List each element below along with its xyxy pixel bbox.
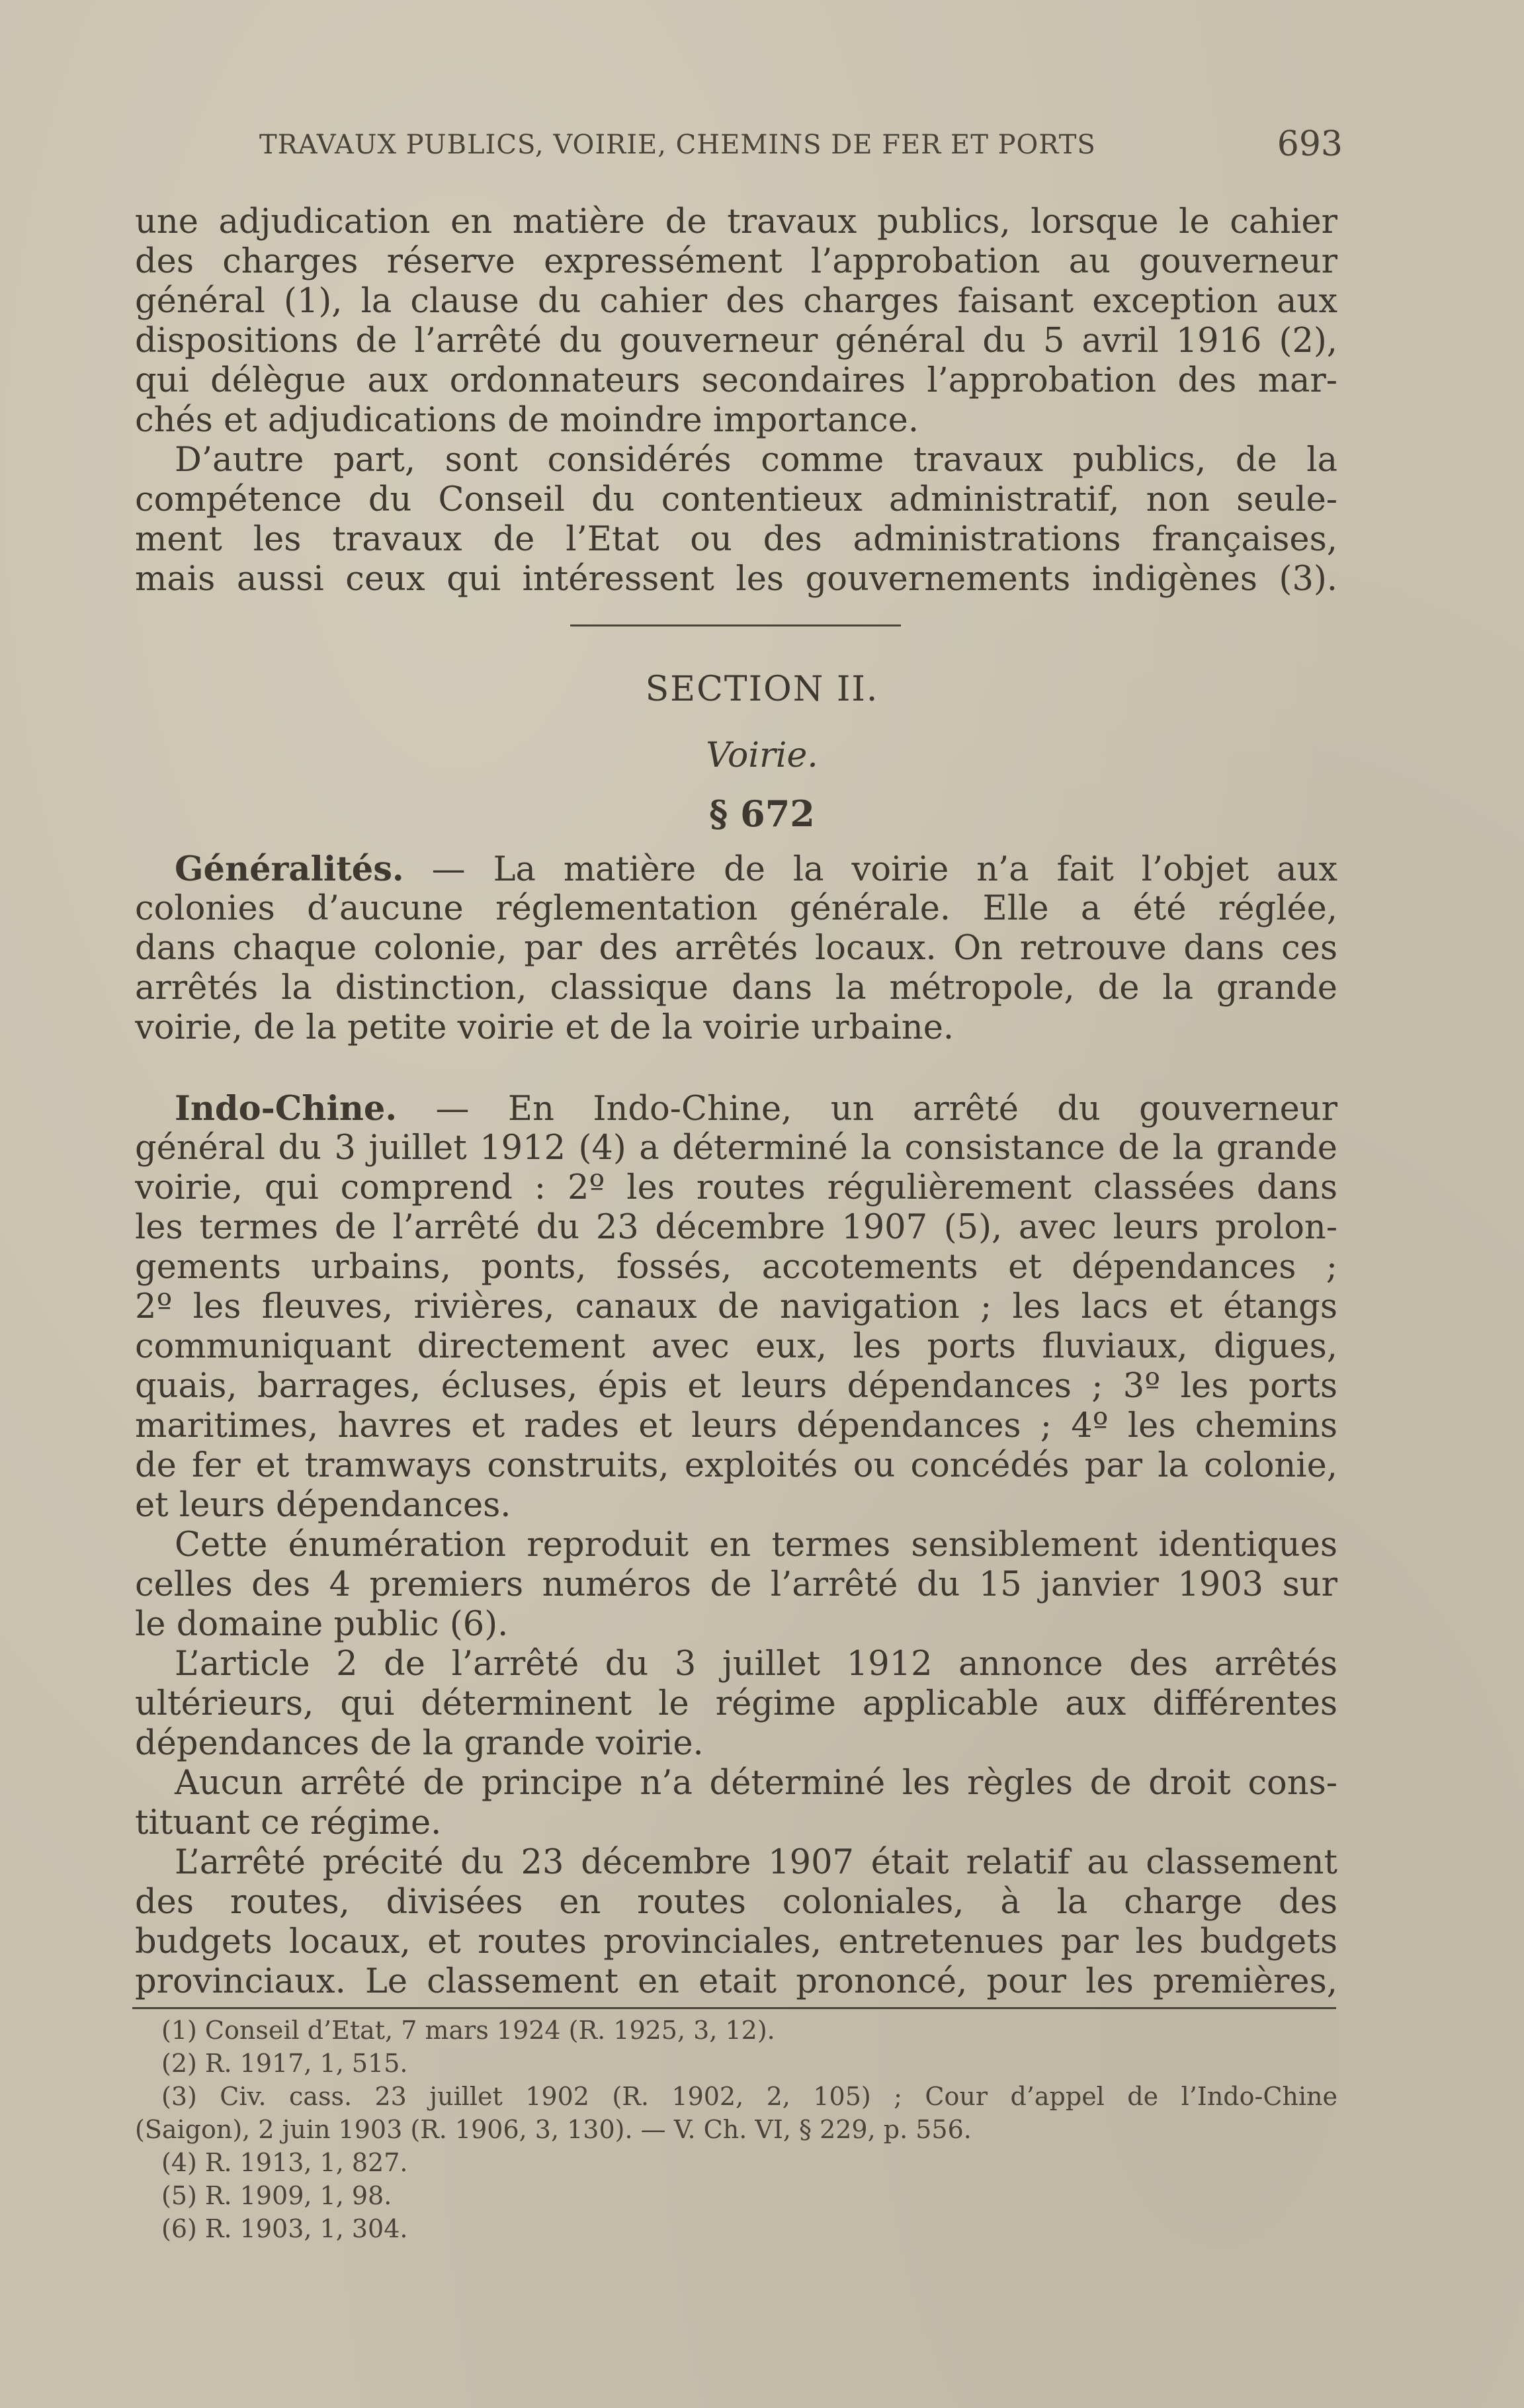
footnote: (3) Civ. cass. 23 juillet 1902 (R. 1902, 2, 105) ; Cour d’appel de l’Indo-Chine: [161, 2082, 1337, 2111]
footnotes: [135, 2014, 1337, 2245]
generalites-heading: Généralités.: [175, 849, 404, 889]
text-line: dispositions de l’arrêté du gouverneur général du 5 avril 1916 (2),: [135, 322, 1337, 361]
indochine-heading: Indo-Chine.: [175, 1089, 398, 1129]
text-line: voirie, de la petite voirie et de la voirie urbaine.: [135, 1008, 954, 1047]
text-line: dans chaque colonie, par des arrêtés locaux. On retrouve dans ces: [135, 929, 1337, 968]
text-line: gements urbains, ponts, fossés, accotements et dépendances ;: [135, 1248, 1337, 1287]
text-line: ment les travaux de l’Etat ou des administrations françaises,: [135, 520, 1337, 559]
text-line: arrêtés la distinction, classique dans la métropole, de la grande: [135, 968, 1337, 1008]
text-line: Cette énumération reproduit en termes sensiblement identiques: [175, 1526, 1337, 1565]
text-line: [135, 1089, 1337, 1129]
text-line: une adjudication en matière de travaux publics, lorsque le cahier: [135, 202, 1337, 241]
classement-paragraph: [135, 1843, 1337, 2002]
footnote: (6) R. 1903, 1, 304.: [161, 2214, 408, 2243]
intro-paragraph-1: [135, 202, 1337, 441]
indochine-first-line: — En Indo-Chine, un arrêté du gouverneur: [397, 1090, 1337, 1129]
text-line: dépendances de la grande voirie.: [135, 1724, 704, 1763]
text-line: qui délègue aux ordonnateurs secondaires l’approbation des mar-: [135, 361, 1337, 400]
text-line: maritimes, havres et rades et leurs dépendances ; 4º les chemins: [135, 1406, 1337, 1445]
text-line: ultérieurs, qui déterminent le régime applicable aux différentes: [135, 1684, 1337, 1723]
text-line: Aucun arrêté de principe n’a déterminé les règles de droit cons-: [175, 1764, 1337, 1803]
intro-paragraph-2: [135, 441, 1337, 599]
text-line: tituant ce régime.: [135, 1803, 442, 1842]
article-paragraph: [135, 1645, 1337, 1764]
text-line: le domaine public (6).: [135, 1605, 509, 1644]
text-line: les termes de l’arrêté du 23 décembre 1907 (5), avec leurs prolon-: [135, 1208, 1337, 1247]
footnote: (Saigon), 2 juin 1903 (R. 1906, 3, 130). — V. Ch. VI, § 229, p. 556.: [135, 2115, 972, 2144]
text-line: [135, 849, 1337, 889]
text-line: chés et adjudications de moindre importance.: [135, 401, 919, 440]
text-line: L’arrêté précité du 23 décembre 1907 était relatif au classement: [175, 1843, 1337, 1882]
indochine-paragraph: [135, 1089, 1337, 1526]
text-line: colonies d’aucune réglementation générale. Elle a été réglée,: [135, 889, 1337, 928]
text-line: D’autre part, sont considérés comme travaux publics, de la: [175, 441, 1337, 480]
footnote: (5) R. 1909, 1, 98.: [161, 2181, 392, 2210]
footnote: (1) Conseil d’Etat, 7 mars 1924 (R. 1925, 3, 12).: [161, 2016, 775, 2045]
generalites-paragraph: [135, 849, 1337, 1048]
text-line: général (1), la clause du cahier des charges faisant exception aux: [135, 282, 1337, 321]
page-number: 693: [1277, 124, 1343, 164]
text-line: mais aussi ceux qui intéressent les gouvernements indigènes (3).: [135, 560, 1337, 599]
text-line: L’article 2 de l’arrêté du 3 juillet 1912 annonce des arrêtés: [175, 1645, 1337, 1684]
section-divider: [570, 624, 901, 626]
text-line: de fer et tramways construits, exploités ou concédés par la colonie,: [135, 1446, 1337, 1485]
text-line: provinciaux. Le classement en etait prononcé, pour les premières,: [135, 1962, 1337, 2001]
section-title: SECTION II.: [645, 669, 879, 709]
footnote: (2) R. 1917, 1, 515.: [161, 2049, 408, 2078]
text-line: budgets locaux, et routes provinciales, entretenues par les budgets: [135, 1922, 1337, 1961]
text-line: quais, barrages, écluses, épis et leurs dépendances ; 3º les ports: [135, 1367, 1337, 1406]
text-line: général du 3 juillet 1912 (4) a déterminé la consistance de la grande: [135, 1129, 1337, 1168]
text-line: communiquant directement avec eux, les ports fluviaux, digues,: [135, 1327, 1337, 1366]
principle-paragraph: [135, 1764, 1337, 1843]
text-line: et leurs dépendances.: [135, 1486, 511, 1525]
footnote: (4) R. 1913, 1, 827.: [161, 2148, 408, 2177]
text-line: compétence du Conseil du contentieux administratif, non seule-: [135, 480, 1337, 519]
footnote-divider: [132, 2007, 1336, 2009]
enumeration-paragraph: [135, 1526, 1337, 1645]
text-line: des routes, divisées en routes coloniales, à la charge des: [135, 1883, 1337, 1922]
text-line: voirie, qui comprend : 2º les routes régulièrement classées dans: [135, 1168, 1337, 1207]
paragraph-number: § 672: [709, 793, 815, 835]
generalites-first-line: — La matière de la voirie n’a fait l’objet aux: [403, 850, 1337, 889]
running-head: TRAVAUX PUBLICS, VOIRIE, CHEMINS DE FER ET PORTS: [259, 130, 1096, 160]
text-line: 2º les fleuves, rivières, canaux de navigation ; les lacs et étangs: [135, 1287, 1337, 1326]
text-line: des charges réserve expressément l’approbation au gouverneur: [135, 242, 1337, 281]
section-subtitle: Voirie.: [706, 736, 818, 775]
text-line: celles des 4 premiers numéros de l’arrêté du 15 janvier 1903 sur: [135, 1565, 1337, 1604]
